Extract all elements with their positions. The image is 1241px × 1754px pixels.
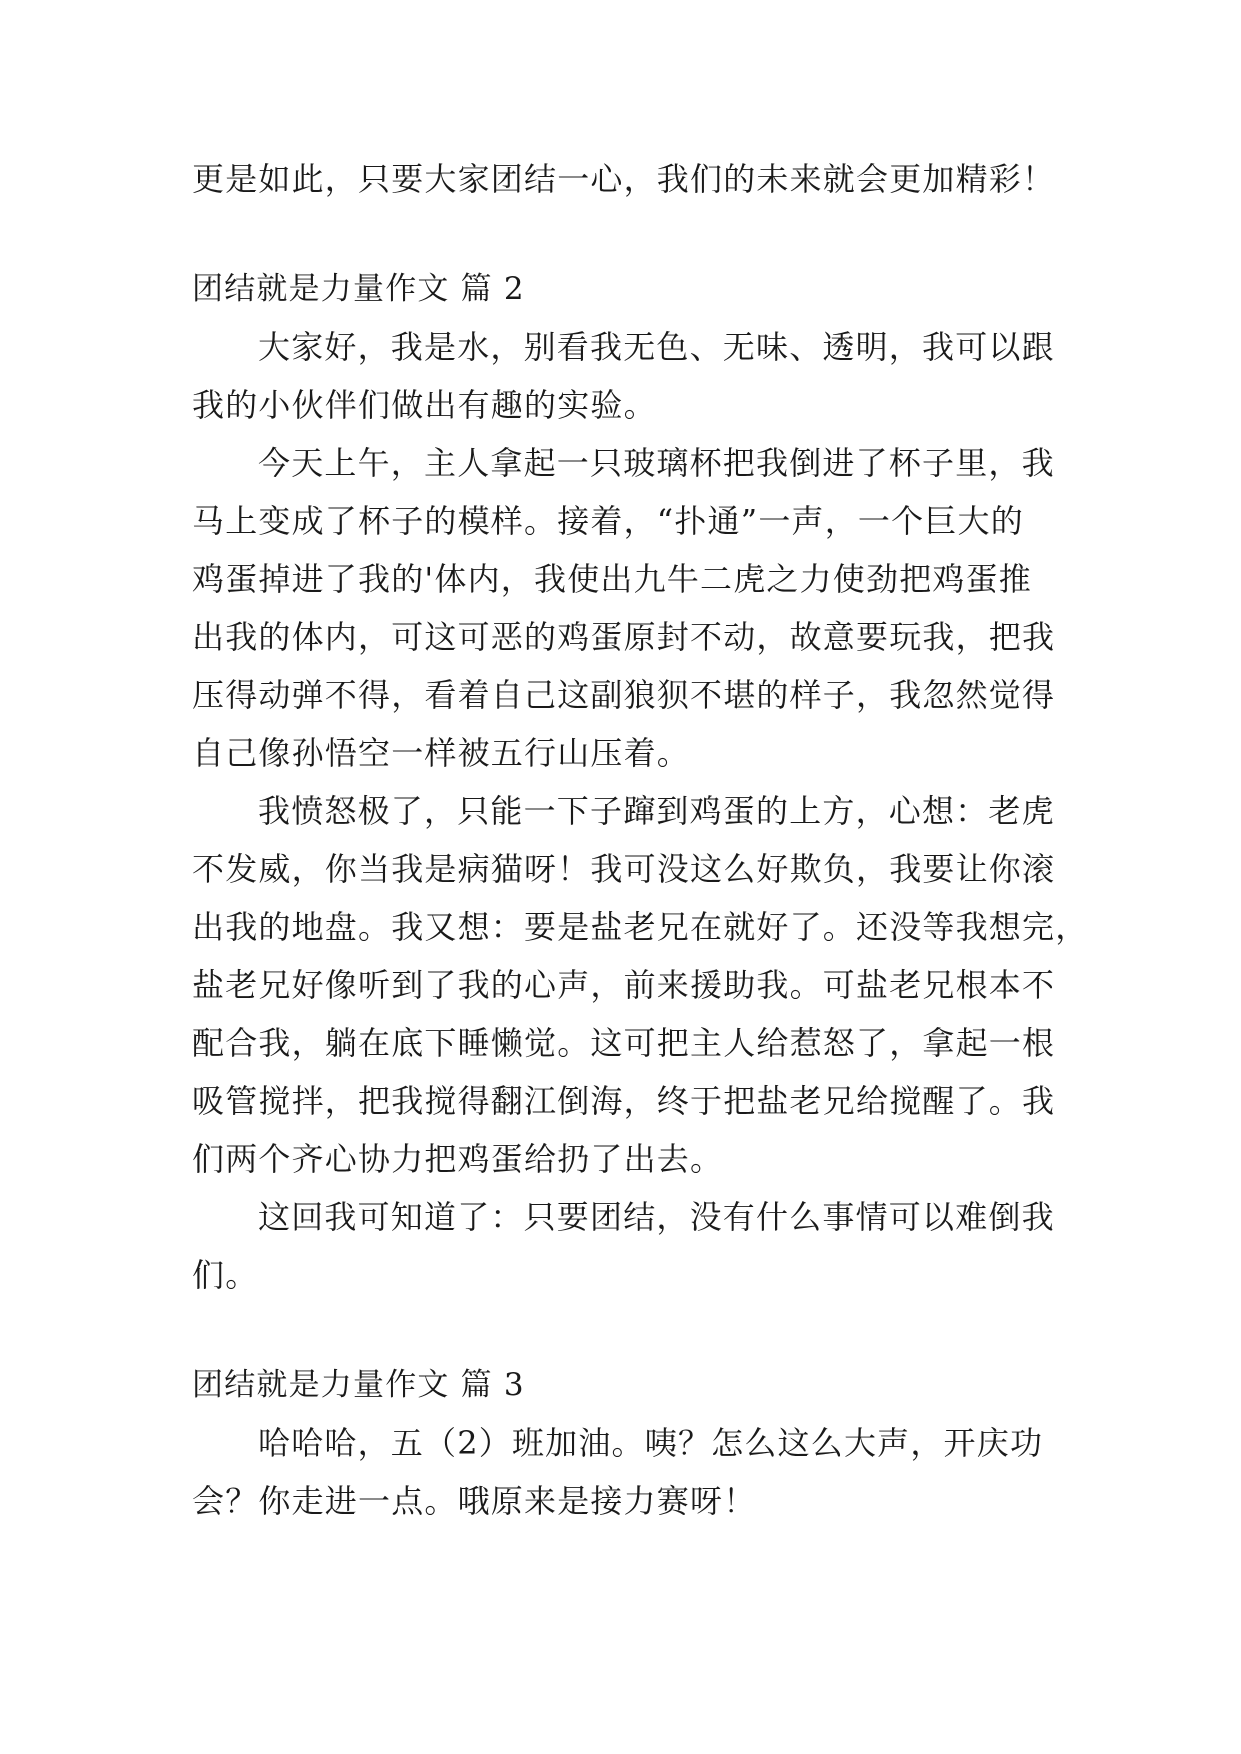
section-2-paragraph-4 xyxy=(192,1188,1062,1304)
paragraph-line: 我愤怒极了，只能一下子蹿到鸡蛋的上方，心想：老虎 xyxy=(258,792,1055,830)
paragraph-line: 出我的体内，可这可恶的鸡蛋原封不动，故意要玩我，把我 xyxy=(192,618,1056,656)
paragraph-line: 大家好，我是水，别看我无色、无味、透明，我可以跟 xyxy=(258,328,1055,366)
section-2-paragraph-1 xyxy=(192,318,1062,434)
paragraph-line: 这回我可知道了：只要团结，没有什么事情可以难倒我 xyxy=(258,1198,1055,1236)
section-3-title: 团结就是力量作文 篇 3 xyxy=(192,1367,525,1403)
paragraph-line: 压得动弹不得，看着自己这副狼狈不堪的样子，我忽然觉得 xyxy=(192,676,1056,714)
paragraph-line: 鸡蛋掉进了我的'体内，我使出九牛二虎之力使劲把鸡蛋推 xyxy=(192,560,1032,598)
section-gap xyxy=(192,208,1062,260)
section-3-paragraph-1 xyxy=(192,1414,1062,1530)
paragraph-line: 我的小伙伴们做出有趣的实验。 xyxy=(192,386,657,424)
paragraph-line: 哈哈哈，五（2）班加油。咦？怎么这么大声，开庆功 xyxy=(258,1424,1044,1462)
paragraph-line: 会？你走进一点。哦原来是接力赛呀！ xyxy=(192,1482,757,1520)
paragraph-line: 不发威，你当我是病猫呀！我可没这么好欺负，我要让你滚 xyxy=(192,850,1056,888)
paragraph-line: 吸管搅拌，把我搅得翻江倒海，终于把盐老兄给搅醒了。我 xyxy=(192,1082,1056,1120)
paragraph-line: 们。 xyxy=(192,1256,259,1294)
paragraph-line: 盐老兄好像听到了我的心声，前来援助我。可盐老兄根本不 xyxy=(192,966,1056,1004)
paragraph-line: 自己像孙悟空一样被五行山压着。 xyxy=(192,734,691,772)
document-body xyxy=(192,150,1089,1530)
paragraph-line: 马上变成了杯子的模样。接着，“扑通”一声，一个巨大的 xyxy=(192,502,1024,540)
section-2-title: 团结就是力量作文 篇 2 xyxy=(192,271,525,307)
paragraph-line: 今天上午，主人拿起一只玻璃杯把我倒进了杯子里，我 xyxy=(258,444,1055,482)
paragraph-line: 出我的地盘。我又想：要是盐老兄在就好了。还没等我想完， xyxy=(192,908,1089,946)
paragraph-line: 们两个齐心协力把鸡蛋给扔了出去。 xyxy=(192,1140,724,1178)
section-gap xyxy=(192,1304,1062,1356)
section-2-paragraph-3 xyxy=(192,782,1089,1188)
paragraph-line: 配合我，躺在底下睡懒觉。这可把主人给惹怒了，拿起一根 xyxy=(192,1024,1056,1062)
section-2-paragraph-2 xyxy=(192,434,1062,782)
intro-tail-line: 更是如此，只要大家团结一心，我们的未来就会更加精彩！ xyxy=(192,160,1056,198)
